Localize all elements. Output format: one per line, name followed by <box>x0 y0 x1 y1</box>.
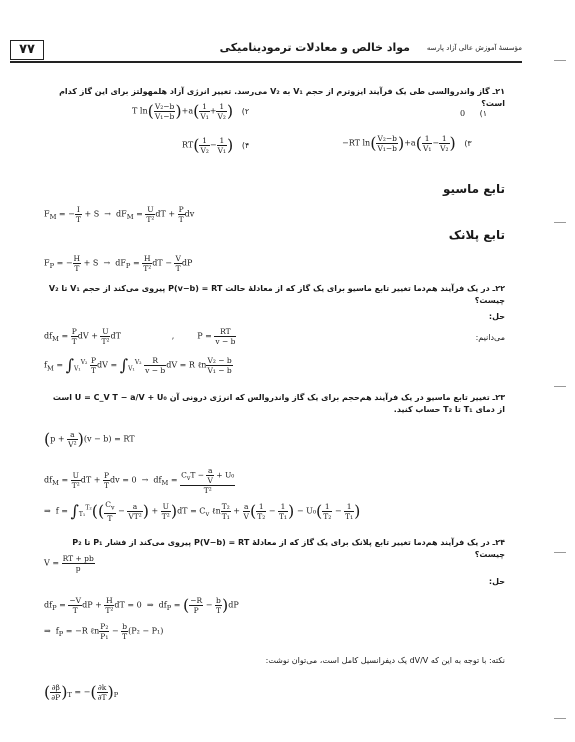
massieu-heading: تابع ماسیو <box>442 182 505 196</box>
page-number: ۷۷ <box>10 40 44 60</box>
note-equation: ( $\frac{\partial\beta}{\partial P}$ )$_T$ = −( $\frac{\partial k}{\partial T}$ )$_P$ <box>44 682 119 702</box>
question-23: ۲۳ـ تغییر تابع ماسیو در یک فرآیند هم‌حجم برای یک گاز واندروالس که انرژی درونی آن U = C_V T − a/V + U₀ است از دمای T₁ تا T₂ حساب کنید. <box>52 393 505 414</box>
q21-option-2: T ln( $\frac{\text{V₂−b}}{\text{V₁−b}}$ )+a( $\frac{1}{\text{V₁}}$ + $\frac{1}{\text{V₂}}$ ) (۲ <box>132 101 250 121</box>
massieu-equation: $F_M$ = − $\frac{I}{T}$ + $S \to dF_M$ = $\frac{U}{\text{T²}}$ dT + $\frac{P}{T}$ dv <box>44 205 195 224</box>
planck-equation: $F_P$ = − $\frac{H}{T}$ + $S \to dF_P$ = $\frac{H}{\text{T²}}$ dT − $\frac{V}{T}$ dP <box>44 254 193 273</box>
question-21: ۲۱ـ گاز واندروالسی طی یک فرآیند ایزوترم از حجم V₁ به V₂ می‌رسد. تغییر انرژی آزاد هلمهولتز برای این گاز کدام است؟ <box>59 87 505 108</box>
q22-equation-2: $f_M = \int_{V_1}^{V_2}$ $\frac{P}{T}$ dV = $\int_{V_1}^{V_2}$ $\frac{R}{v - b}$ dV = R ℓn $\frac{\text{V₂ − b}}{\text{V₁ − b}}$ <box>44 355 232 376</box>
q22-equation-1: $df_M$ = $\frac{P}{T}$ dV + $\frac{U}{\text{T²}}$ dT , P = $\frac{RT}{v - b}$ <box>44 327 236 346</box>
margin-tick <box>554 718 566 719</box>
chapter-title: مواد خالص و معادلات ترمودینامیکی <box>219 41 410 54</box>
question-22: ۲۲ـ در یک فرآیند هم‌دما تغییر تابع ماسیو برای یک گاز که از معادلهٔ حالت P(v−b) = RT پیروی می‌کند از حجم V₁ تا V₂ چیست؟ <box>48 284 505 305</box>
institution-name: مؤسسهٔ آموزش عالی آزاد پارسه <box>426 44 522 52</box>
margin-tick <box>554 222 566 223</box>
q21-option-1 <box>460 107 487 121</box>
margin-tick <box>554 386 566 387</box>
note-exact-differential: نکته: با توجه به این که dV/V یک دیفرانسیل کامل است، می‌توان نوشت: <box>265 656 505 665</box>
q24-state-equation: V = $\frac{RT + pb}{p}$ <box>44 554 94 573</box>
margin-tick <box>554 60 566 61</box>
option-1-label: (۱ <box>479 109 488 118</box>
option-2-label: (۲ <box>241 106 250 116</box>
header-rule <box>10 61 522 63</box>
q24-equation-1: $df_P$ = $\frac{-V}{T}$ dP + $\frac{H}{\text{T²}}$ dT = 0 ⇒ $df_P$ = ( $\frac{-R}{P}$ − $\frac{b}{T}$ )dP <box>44 595 239 615</box>
question-24: ۲۴ـ در یک فرآیند هم‌دما تغییر تابع پلانک برای یک گاز که از معادلهٔ P(V−b) = RT پیروی می‌کند از فشار P₁ تا P₂ چیست؟ <box>72 538 505 559</box>
q22-solution-label: حل: <box>488 312 505 321</box>
page-header <box>10 38 522 64</box>
option-4-label: (۴ <box>241 140 250 150</box>
q22-we-know: می‌دانیم: <box>475 333 505 342</box>
q21-option-3: −RT ln( $\frac{\text{V₂−b}}{\text{V₁−b}}$ )+a( $\frac{1}{\text{V₁}}$ − $\frac{1}{\text{V₂}}$ ) (۳ <box>342 133 472 153</box>
q23-equation-2: $df_M$ = $\frac{U}{\text{T²}}$ dT + $\frac{P}{T}$ dv = $0 \to df_M$ = $C_vT$ − $\frac{a}{V}$ + U₀ T² <box>44 466 235 495</box>
q21-option-4: RT( $\frac{1}{\text{V₂}}$ − $\frac{1}{\text{V₁}}$ ) (۴ <box>182 135 250 155</box>
option-1-value: 0 <box>460 109 466 118</box>
q23-equation-3: ⇒ $f = \int_{T_1}^{T_2}$(( $\frac{C_v}{T}$ − $\frac{a}{\text{VT²}}$ ) + $\frac{U}{\text{T²}}$ )$dT = C_v$ ℓn $\frac{\text{T₂}}{\text{T₁}}$ + $\frac{a}{V}$ ( $\frac{1}{\text{T₂}}$ − $\frac{1}{\text{T₁}}$ ) − U₀( $\frac{1}{\text{T₂}}$ − $\frac{1}{\text{T₁}}$ ) <box>44 500 361 523</box>
option-3-label: (۳ <box>464 138 472 148</box>
q24-equation-2: ⇒ $f_P = -R$ ℓn $\frac{\text{P₂}}{\text{P₁}}$ − $\frac{b}{T}$ (P₂ − P₁) <box>44 622 164 641</box>
margin-tick <box>554 552 566 553</box>
q24-solution-label: حل: <box>488 577 505 586</box>
q23-equation-1: (p + $\frac{a}{\text{V²}}$ )(v − b) = RT <box>44 429 135 449</box>
planck-heading: تابع پلانک <box>448 228 505 242</box>
